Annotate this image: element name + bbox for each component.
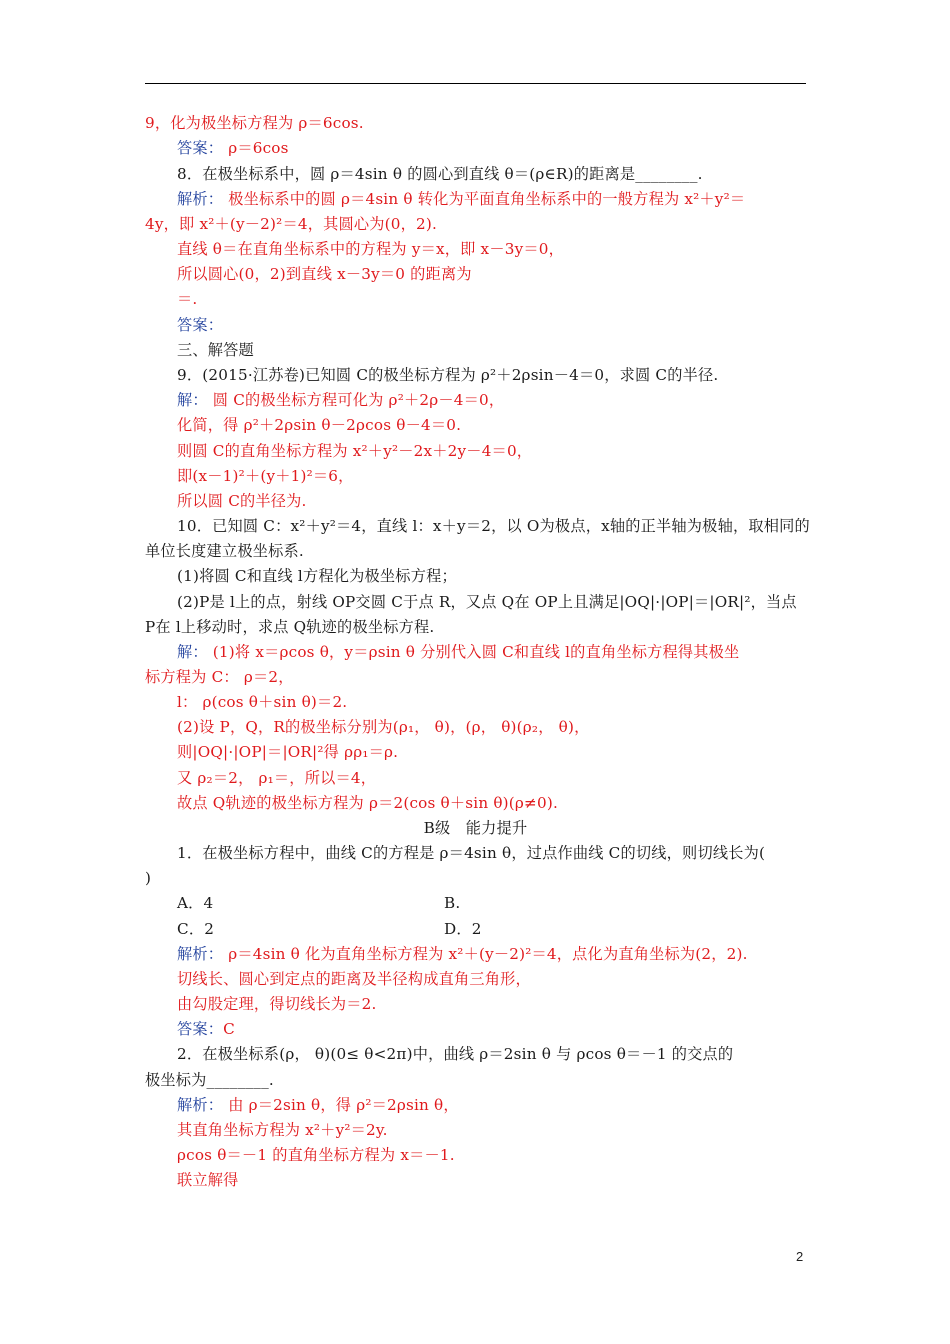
text-line: 8．在极坐标系中，圆 ρ＝4sin θ 的圆心到直线 θ＝(ρ∈R)的距离是________. [177,165,703,183]
text-line: 单位长度建立极坐标系. [145,542,304,560]
text-line: 则|OQ|·|OP|＝|OR|²得 ρρ₁＝ρ. [177,743,399,761]
text-line: 故点 Q轨迹的极坐标方程为 ρ＝2(cos θ＋sin θ)(ρ≠0). [177,794,558,812]
text-line: (1)将圆 C和直线 l方程化为极坐标方程； [177,567,457,585]
text-line: ＝. [177,290,198,308]
text-segment: 解： [177,643,208,661]
text-segment: 答案： [177,139,224,157]
text-segment: 解析： [177,945,224,963]
text-line: 则圆 C的直角坐标方程为 x²＋y²－2x＋2y－4＝0， [177,442,533,460]
text-segment: 圆 C的极坐标方程可化为 ρ²＋2ρ－4＝0， [207,391,505,409]
text-line: 所以圆心(0，2)到直线 x－3y＝0 的距离为 [177,265,472,283]
text-line: 又 ρ₂＝2， ρ₁＝，所以＝4， [177,769,377,787]
text-segment: C [223,1020,235,1038]
text-line [177,1019,235,1039]
text-line: ) [145,869,152,887]
text-line: B. [444,894,461,912]
text-line: 化简，得 ρ²＋2ρsin θ－2ρcos θ－4＝0. [177,416,462,434]
text-line: B级 能力提升 [423,819,528,837]
text-line: P在 l上移动时，求点 Q轨迹的极坐标方程. [145,618,435,636]
text-line: 三、解答题 [177,341,254,359]
text-line: 即(x－1)²＋(y＋1)²＝6， [177,467,354,485]
text-line: 2．在极坐标系(ρ， θ)(0≤ θ<2π)中，曲线 ρ＝2sin θ 与 ρcos θ＝－1 的交点的 [177,1045,734,1063]
text-line [177,390,504,410]
text-segment: (1)将 x＝ρcos θ，y＝ρsin θ 分别代入圆 C和直线 l的直角坐标方程得其极坐 [207,643,740,661]
text-segment: 解： [177,391,208,409]
text-segment: 答案： [177,1020,224,1038]
text-line: 所以圆 C的半径为. [177,492,307,510]
text-line: 联立解得 [177,1171,239,1189]
text-line [177,138,289,158]
page-number: 2 [796,1249,804,1264]
text-line: 直线 θ＝在直角坐标系中的方程为 y＝x，即 x－3y＝0， [177,240,564,258]
text-segment: ρ＝6cos [223,139,289,157]
text-line: ρcos θ＝－1 的直角坐标方程为 x＝－1. [177,1146,455,1164]
text-line: 由勾股定理，得切线长为＝2. [177,995,377,1013]
text-segment: 由 ρ＝2sin θ，得 ρ²＝2ρsin θ， [223,1096,459,1114]
text-line: 其直角坐标方程为 x²＋y²＝2y. [177,1121,388,1139]
text-segment: 极坐标系中的圆 ρ＝4sin θ 转化为平面直角坐标系中的一般方程为 x²＋y²＝ [223,190,746,208]
text-line [177,642,739,662]
text-line: l： ρ(cos θ＋sin θ)＝2. [177,693,348,711]
text-line: 9，化为极坐标方程为 ρ＝6cos. [145,114,364,132]
text-line: 切线长、圆心到定点的距离及半径构成直角三角形， [177,970,531,988]
text-segment: 解析： [177,1096,224,1114]
text-line: 9．(2015·江苏卷)已知圆 C的极坐标方程为 ρ²＋2ρsin－4＝0，求圆 C的半径. [177,366,719,384]
text-line: 4y，即 x²＋(y－2)²＝4，其圆心为(0，2). [145,215,438,233]
text-segment: 解析： [177,190,224,208]
text-line: D．2 [444,920,482,938]
text-line: A．4 [177,894,214,912]
text-segment: ρ＝4sin θ 化为直角坐标方程为 x²＋(y－2)²＝4，点化为直角坐标为(2，2). [223,945,748,963]
text-line: (2)P是 l上的点，射线 OP交圆 C于点 R，又点 Q在 OP上且满足|OQ|·|OP|＝|OR|²，当点 [177,593,797,611]
text-line [177,944,748,964]
text-line: 答案： [177,316,224,334]
text-line [177,1095,459,1115]
text-line: (2)设 P，Q，R的极坐标分别为(ρ₁， θ)，(ρ， θ)(ρ₂， θ)， [177,718,590,736]
text-line: C．2 [177,920,215,938]
text-line [177,189,745,209]
text-line: 标方程为 C： ρ＝2， [145,668,294,686]
text-line: 1．在极坐标方程中，曲线 C的方程是 ρ＝4sin θ，过点作曲线 C的切线，则切线长为( [177,844,766,862]
text-line: 极坐标为________. [145,1071,274,1089]
header-rule [145,83,806,84]
text-line: 10．已知圆 C：x²＋y²＝4，直线 l：x＋y＝2，以 O为极点，x轴的正半轴为极轴，取相同的 [177,517,810,535]
